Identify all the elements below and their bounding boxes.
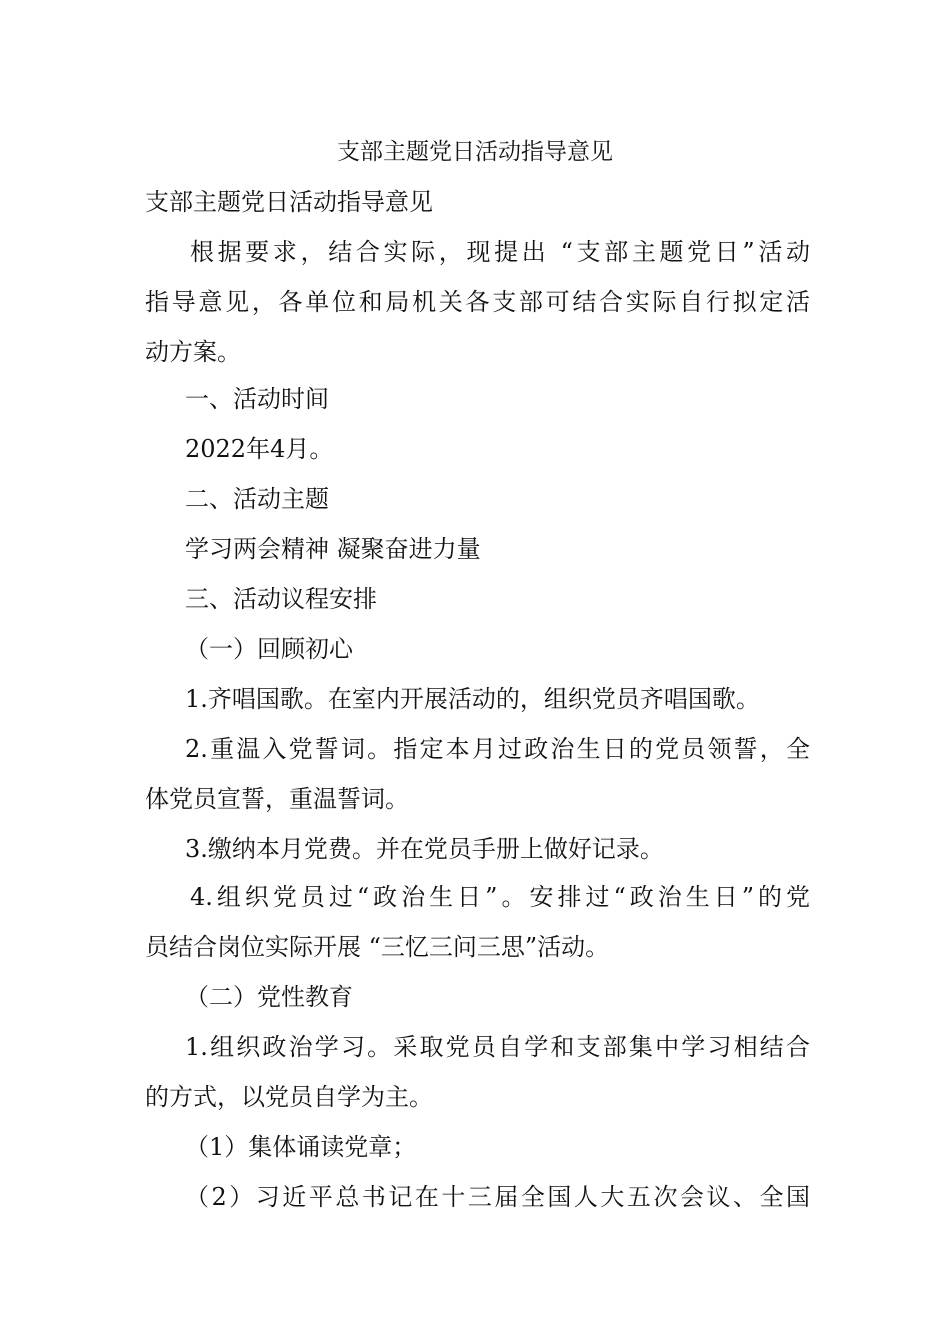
- paragraph-line: 员结合岗位实际开展 “三忆三问三思”活动。: [145, 933, 610, 961]
- paragraph-line: 2022年4月。: [185, 435, 334, 463]
- paragraph-line: 3.缴纳本月党费。并在党员手册上做好记录。: [185, 835, 664, 863]
- paragraph-line: 的方式，以党员自学为主。: [145, 1083, 433, 1111]
- section-heading: 一、活动时间: [185, 385, 329, 413]
- paragraph-line: 1.组织政治学习。采取党员自学和支部集中学习相结合: [185, 1033, 810, 1061]
- subsection-heading: （二）党性教育: [185, 983, 353, 1011]
- document-subtitle: 支部主题党日活动指导意见: [145, 188, 433, 216]
- paragraph-line: 根据要求，结合实际，现提出 “支部主题党日”活动: [190, 238, 810, 266]
- paragraph-line: 4.组织党员过“政治生日”。安排过“政治生日”的党: [190, 883, 810, 911]
- section-heading: 三、活动议程安排: [185, 585, 377, 613]
- list-item: （1）集体诵读党章；: [185, 1133, 417, 1161]
- subsection-heading: （一）回顾初心: [185, 635, 353, 663]
- paragraph-line: 体党员宣誓，重温誓词。: [145, 785, 409, 813]
- paragraph-line: 指导意见，各单位和局机关各支部可结合实际自行拟定活: [145, 288, 810, 316]
- paragraph-line: 1.齐唱国歌。在室内开展活动的，组织党员齐唱国歌。: [185, 685, 760, 713]
- paragraph-line: 学习两会精神 凝聚奋进力量: [185, 535, 481, 563]
- list-item: （2）习近平总书记在十三届全国人大五次会议、全国: [185, 1183, 810, 1211]
- paragraph-line: 动方案。: [145, 338, 241, 366]
- section-heading: 二、活动主题: [185, 485, 329, 513]
- paragraph-line: 2.重温入党誓词。指定本月过政治生日的党员领誓，全: [185, 735, 810, 763]
- document-title: 支部主题党日活动指导意见: [337, 139, 613, 165]
